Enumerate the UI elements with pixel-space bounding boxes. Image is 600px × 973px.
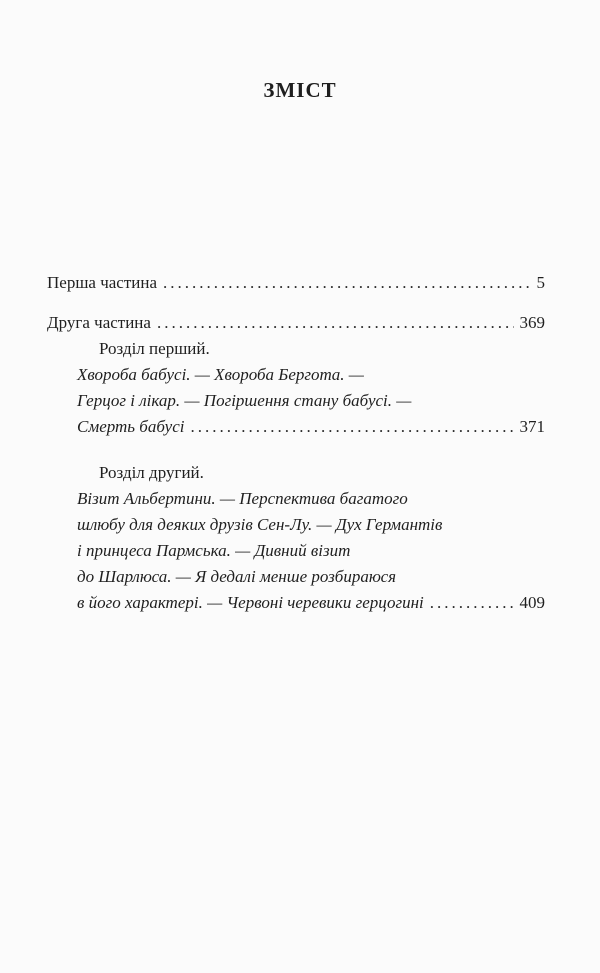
toc-entry-chapter1[interactable]: [47, 414, 545, 440]
chapter-summary-line: шлюбу для деяких друзів Сен-Лу. — Дух Германтів: [77, 515, 443, 534]
page-title: ЗМІСТ: [263, 78, 337, 102]
toc-entry-label: Друга частина: [47, 313, 151, 332]
chapter-summary-line: Хвороба бабусі. — Хвороба Берготa. —: [77, 365, 364, 384]
toc-entry-label: в його характері. — Червоні черевики герцогині: [77, 593, 424, 612]
toc-page-number: 369: [519, 313, 545, 332]
toc-entry-chapter2[interactable]: [47, 590, 545, 616]
toc-leader-dots: [190, 414, 513, 440]
toc-leader-dots: [430, 590, 514, 616]
chapter-heading-2: Розділ другий.: [99, 463, 204, 482]
toc-page-number: 5: [536, 273, 545, 292]
chapter-summary-line: Візит Альбертини. — Перспектива багатого: [77, 489, 408, 508]
spacer: [47, 440, 545, 460]
toc-leader-dots: [163, 270, 530, 296]
toc-page-number: 371: [519, 417, 545, 436]
table-of-contents: [47, 270, 545, 616]
chapter-summary-line: і принцеса Пармська. — Дивний візит: [77, 541, 351, 560]
chapter-summary-line: до Шарлюса. — Я дедалі менше розбираюся: [77, 567, 397, 586]
toc-leader-dots: [157, 310, 514, 336]
chapter-summary-line: Герцог і лікар. — Погіршення стану бабусі. —: [77, 391, 412, 410]
toc-entry-label: Перша частина: [47, 273, 158, 292]
toc-entry-part2[interactable]: [47, 310, 545, 336]
chapter-heading-1: Розділ перший.: [99, 339, 210, 358]
toc-entry-part1[interactable]: [47, 270, 545, 296]
toc-page-number: 409: [519, 593, 545, 612]
toc-entry-label: Смерть бабусі: [77, 417, 185, 436]
